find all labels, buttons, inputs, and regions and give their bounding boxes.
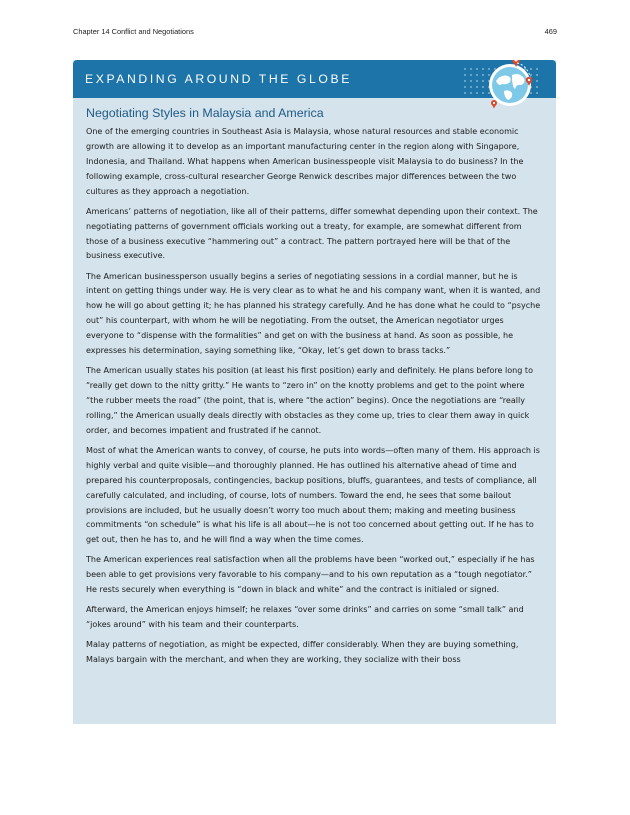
paragraph: One of the emerging countries in Southeast Asia is Malaysia, whose natural resources and stable economic growth are allowing it to develop as an important manufacturing center in the region along with Singapore, Indonesia, and Thailand. What happens when American businesspeople visit Malaysia to do business? In the following example, cross-cultural researcher George Renwick describes major differences between the two cultures as they approach a negotiation. <box>86 127 524 196</box>
paragraph: Malay patterns of negotiation, as might be expected, differ considerably. When they are buying something, Malays bargain with the merchant, and when they are working, they socialize with their boss <box>86 640 519 665</box>
feature-banner <box>73 60 556 98</box>
running-head <box>73 27 557 36</box>
page-number: 469 <box>544 27 557 36</box>
paragraph: Americans’ patterns of negotiation, like all of their patterns, differ somewhat depending upon their context. The negotiating patterns of government officials working out a treaty, for example, are somewhat different from those of a business executive “hammering out” a contract. The pattern portrayed here will be that of the business executive. <box>86 206 538 261</box>
feature-content <box>73 98 556 668</box>
banner-label: EXPANDING AROUND THE GLOBE <box>85 72 352 86</box>
paragraph: Afterward, the American enjoys himself; he relaxes “over some drinks” and carries on some “small talk” and “jokes around” with his team and their counterparts. <box>86 605 524 630</box>
paragraph: Most of what the American wants to convey, of course, he puts into words—often many of them. His approach is highly verbal and quite visible—and thoroughly planned. He has outlined his alternative ahead of time and prepared his counterproposals, contingencies, backup positions, bluffs, guarantees, and tests of compliance, all carefully calculated, and including, of course, lots of numbers. Toward the end, he sees that some bailout provisions are included, but he usually doesn’t worry too much about them; making and meeting business commitments “on schedule” is what his life is all about—he is not too concerned about getting out. If he has to get out, then he has to, and he will find a way when the time comes. <box>86 445 540 545</box>
paragraph: The American businessperson usually begins a series of negotiating sessions in a cordial manner, but he is intent on getting things under way. He is very clear as to what he and his company want, when it is wanted, and how he will go about getting it; he has planned his strategy carefully. And he has done what he could to “psyche out” his counterpart, with whom he will be negotiating. From the outset, the American negotiator urges everyone to “dispense with the formalities” and get on with the business at hand. As soon as possible, he expresses his determination, saying something like, “Okay, let’s get down to brass tacks.” <box>86 271 541 356</box>
feature-box <box>73 60 556 724</box>
paragraph: The American experiences real satisfaction when all the problems have been “worked out,” especially if he has been able to get provisions very favorable to his company—and to his own reputation as a “tough negotiator.” He rests securely when everything is “down in black and white” and the contract is initialed or signed. <box>86 555 535 595</box>
globe-with-map-pins-icon <box>480 60 546 111</box>
chapter-title: Chapter 14 Conflict and Negotiations <box>73 27 194 36</box>
paragraph: The American usually states his position (at least his first position) early and definitely. He plans before long to “really get down to the nitty gritty.” He wants to “zero in” on the knotty problems and get to the point where “the rubber meets the road” (the point, that is, where “the action” begins). Once the negotiations are “really rolling,” the American usually deals directly with obstacles as they come up, tries to clear them away in quick order, and becomes impatient and frustrated if he cannot. <box>86 366 534 435</box>
feature-title: Negotiating Styles in Malaysia and America <box>86 106 324 120</box>
